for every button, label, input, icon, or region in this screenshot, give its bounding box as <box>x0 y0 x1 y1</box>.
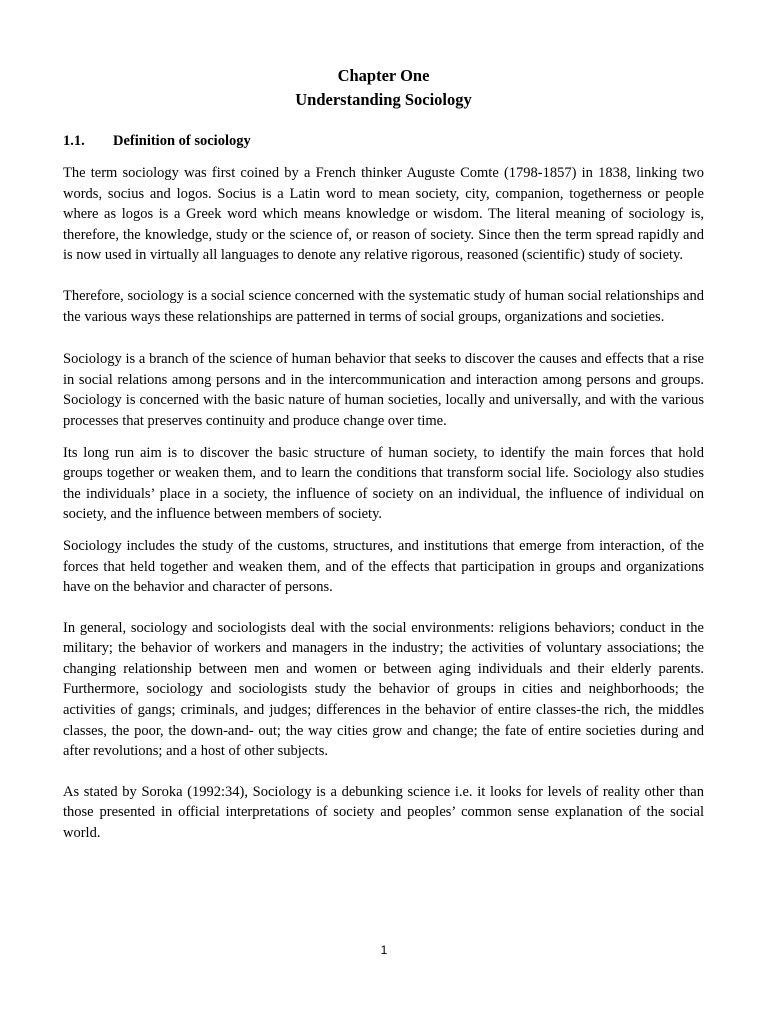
paragraph-term-origin: The term sociology was first coined by a French thinker Auguste Comte (1798-1857) in 1838, linking two words, socius and logos. Socius is a Latin word to mean society, city, companion, togetherness or people where as logos is a Greek word which means knowledge or wisdom. The literal meaning of sociology is, therefore, the knowledge, study or the science of, or reason of society. Since then the term spread rapidly and is now used in virtually all languages to denote any relative rigorous, reasoned (scientific) study of society. <box>63 165 704 264</box>
section-number: 1.1. <box>63 133 85 149</box>
page-number: 1 <box>380 943 388 957</box>
chapter-title: Chapter One <box>337 66 430 85</box>
section-heading <box>63 131 704 151</box>
paragraph-human-behavior: Sociology is a branch of the science of human behavior that seeks to discover the causes and effects that a rise in social relations among persons and in the intercommunication and interaction among persons and groups. Sociology is concerned with the basic nature of human societies, locally and universally, and with the various processes that preserves continuity and produce change over time. <box>63 351 704 429</box>
paragraph-customs-structures: Sociology includes the study of the customs, structures, and institutions that emerge from interaction, of the forces that held together and weaken them, and of the effects that participation in groups and organizations have on the behavior and character of persons. <box>63 537 704 596</box>
paragraph-debunking-science: As stated by Soroka (1992:34), Sociology is a debunking science i.e. it looks for levels of reality other than those presented in official interpretations of society and peoples’ common sense explanation of the social world. <box>63 783 704 842</box>
paragraph-social-science: Therefore, sociology is a social science concerned with the systematic study of human social relationships and the various ways these relationships are patterned in terms of social groups, organizations and societies. <box>63 287 704 325</box>
document-page <box>63 64 704 844</box>
paragraph-social-environments: In general, sociology and sociologists deal with the social environments: religions behaviors; conduct in the military; the behavior of workers and managers in the industry; the activities of voluntary associations; the changing relationship between men and women or between aging individuals and their elderly parents. Furthermore, sociology and sociologists study the behavior of groups in cities and neighborhoods; the activities of gangs; criminals, and judges; differences in the behavior of entire classes-the rich, the middles classes, the poor, the down-and- out; the way cities grow and change; the fate of entire societies during and after revolutions; and a host of other subjects. <box>63 619 704 760</box>
paragraph-long-run-aim: Its long run aim is to discover the basic structure of human society, to identify the main forces that hold groups together or weaken them, and to learn the conditions that transform social life. Sociology also studies the individuals’ place in a society, the influence of society on an individual, the influence of individual on society, and the influence between members of society. <box>63 444 704 523</box>
chapter-subtitle: Understanding Sociology <box>295 90 472 109</box>
section-title: Definition of sociology <box>113 133 251 149</box>
